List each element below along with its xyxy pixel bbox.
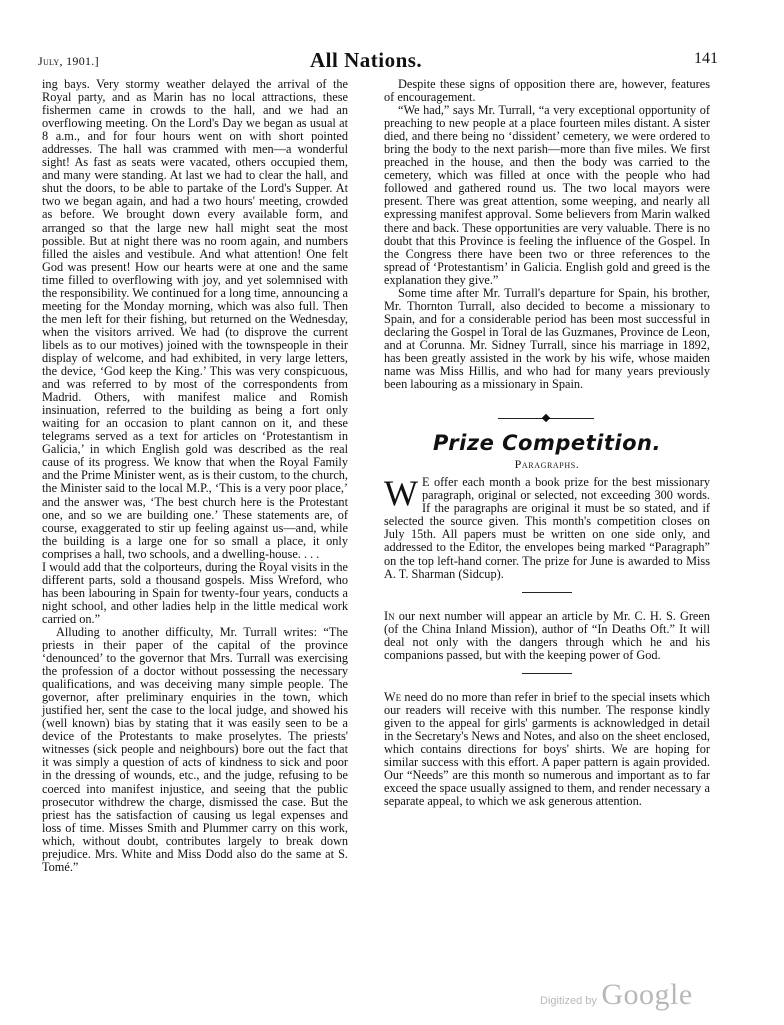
running-header xyxy=(38,46,718,70)
divider-rule xyxy=(522,673,572,674)
prize-body: E offer each month a book prize for the best missionary paragraph, original or selected, not exceeding 300 words. If the paragraphs are original it must be so stated, and if selected the source given. This month's competition closes on July 15th. All papers must be written on one side only, and addressed to the Editor, the envelopes being marked “Paragraph” on the top left-hand corner. The prize for June is awarded to Miss A. T. Sharman (Sidcup). xyxy=(384,475,710,581)
lead-word: In xyxy=(384,608,395,623)
next-number-body: our next number will appear an article by Mr. C. H. S. Green (of the China Inland Mission), author of “In Deaths Oft.” It will deal not only with the dangers through which he and his companions passed, but with the keeping power of God. xyxy=(384,608,710,662)
insets-body: need do no more than refer in brief to the special insets which our readers will receive with this number. The response kindly given to the appeal for girls' garments is acknowledged in detail in the Secretary's News and Notes, and also on the sheet enclosed, which contains directions for boys' shirts. We are hoping for similar success with this effort. A paper pattern is again provided. Our “Needs” are this month so numerous and important as to far exceed the space usually assigned to them, and render necessary a separate appeal, to which we ask generous attention. xyxy=(384,689,710,809)
section-ornament xyxy=(384,413,710,425)
paragraph-thornton-turrall: Some time after Mr. Turrall's departure for Spain, his brother, Mr. Thornton Turrall, also decided to become a missionary to Spain, and for a considerable period has been most successful in declaring the Gospel in Toral de las Guzmanes, Province de Leon, and at Corunna. Mr. Sidney Turrall, since his marriage in 1892, has been greatly assisted in the work by his wife, whose maiden name was Miss Hillis, and who had for many years previously been labouring as a missionary in Spain. xyxy=(384,285,710,392)
paragraph-difficulty: Alluding to another difficulty, Mr. Turrall writes: “The priests in their paper of the capital of the province ‘denounced’ to the governor that Mrs. Turrall was exercising the profession of a doctor without possessing the necessary qualifications, and was deceiving many simple people. The governor, after preliminary enquiries in the town, which justified her, sent the case to the local judge, and showed his (well known) bias by stating that it was easily seen to be a device of the Protestants to make proselytes. The priests' witnesses (sick people and neighbours) bore out the fact that it was simply a question of acts of kindness to sick and poor in the dressing of wounds, etc., and the judge, refusing to be coerced into manifest injustice, and seeing that the public prosecutor withdrew the charge, dismissed the case. But the priest has the satisfaction of causing us legal expenses and loss of time. Misses Smith and Plummer carry on this work, which, without doubt, contributes largely to break down prejudice. Mrs. White and Miss Dodd also do the same at S. Tomé.” xyxy=(42,624,348,874)
paragraph-quote-turrall: “We had,” says Mr. Turrall, “a very exceptional opportunity of preaching to new people at a place fourteen miles distant. A sister died, and there being no ‘dissident’ cemetery, we were ordered to bring the body to the next parish—more than five miles. We first preached in the house, and then the body was carried to the cemetery, which was filled at once with the people who had followed and gathered round us. The two local mayors were present. There was great attention, some weeping, and nearly all expressing manifest approval. Some believers from Marin walked there and back. These opportunities are very valuable. There is no doubt that this Province is feeling the influence of the Gospel. In the Congress there have been two or three references to the spread of ‘Protestantism’ in Galicia. English gold and greed is the explanation they give.” xyxy=(384,103,710,287)
diamond-icon xyxy=(542,414,550,422)
prize-paragraph xyxy=(384,473,710,581)
section-title: Prize Competition. xyxy=(433,431,661,456)
issue-date: July, 1901.] xyxy=(38,54,99,68)
next-number-paragraph xyxy=(384,610,710,662)
page-number: 141 xyxy=(694,50,718,67)
divider-rule xyxy=(522,592,572,593)
watermark-prefix: Digitized by xyxy=(540,995,597,1007)
left-column xyxy=(42,78,348,874)
paragraph-encouragement: Despite these signs of opposition there are, however, features of encouragement. xyxy=(384,77,710,105)
right-column xyxy=(384,78,710,808)
digitized-watermark xyxy=(540,978,693,1012)
section-subtitle: Paragraphs. xyxy=(514,457,580,472)
paragraph-colporteurs: I would add that the colporteurs, during the Royal visits in the different parts, sold a thousand gospels. Miss Wreford, who has been labouring in Spain for twenty-four years, conducts a night school, and other ladies help in the little medical work carried on.” xyxy=(42,559,348,626)
magazine-title: All Nations. xyxy=(310,48,423,72)
google-logo: Google xyxy=(601,978,693,1011)
paragraph-continued: ing bays. Very stormy weather delayed the arrival of the Royal party, and as Marin has no local attractions, these fishermen came in crowds to the hall, and we had an overflowing meeting. On the Lord's Day we began as usual at 8 a.m., and for four hours went on with short pointed addresses. The hall was crammed with men—a wonderful sight! As fast as seats were vacated, others occupied them, and many were standing. At last we had to clear the hall, and shut the doors, to be able to partake of the Lord's Supper. At two we began again, and had a two hours' meeting, crowded as before. We brought down every available form, and arranged so that the large new hall might seat the most possible. But at night there was no room again, and numbers filled the aisles and vestibule. And what attention! One felt God was present! How our hearts were at one and the same time filled to overflowing with joy, and yet solemnised with the responsibility. We continued for a long time, announcing a meeting for the Monday morning, which was also full. Then the men left for their fishing, but returned on the Wednesday, when the visitors arrived. We had (to disprove the current libels as to our motives) joined with the townspeople in their display of welcome, and had exhibited, in very large letters, the device, ‘God keep the King.’ This was very conspicuous, and was referred to by most of the correspondents from Madrid. Others, with manifest malice and Romish insinuation, referred to the building as being a fort only waiting for an occasion to plant cannon on it, and these telegrams served as a text for articles on ‘Protestantism in Galicia,’ in which English gold was described as the real cause of its progress. We know that when the Royal Family and the Prime Minister went, as is their custom, to the church, the Minister said to the local M.P., ‘This is a very poor place,’ and the answer was, ‘The best church here is the Protestant one, and so we are building one.’ These statements are, of course, exaggerated to stir up feeling against us—and, while the building is a large one for so small a place, it only comprises a hall, two schools, and a dwelling-house. . . . xyxy=(42,77,348,561)
lead-word: We xyxy=(384,689,402,704)
drop-cap: W xyxy=(384,473,418,514)
insets-paragraph xyxy=(384,691,710,808)
